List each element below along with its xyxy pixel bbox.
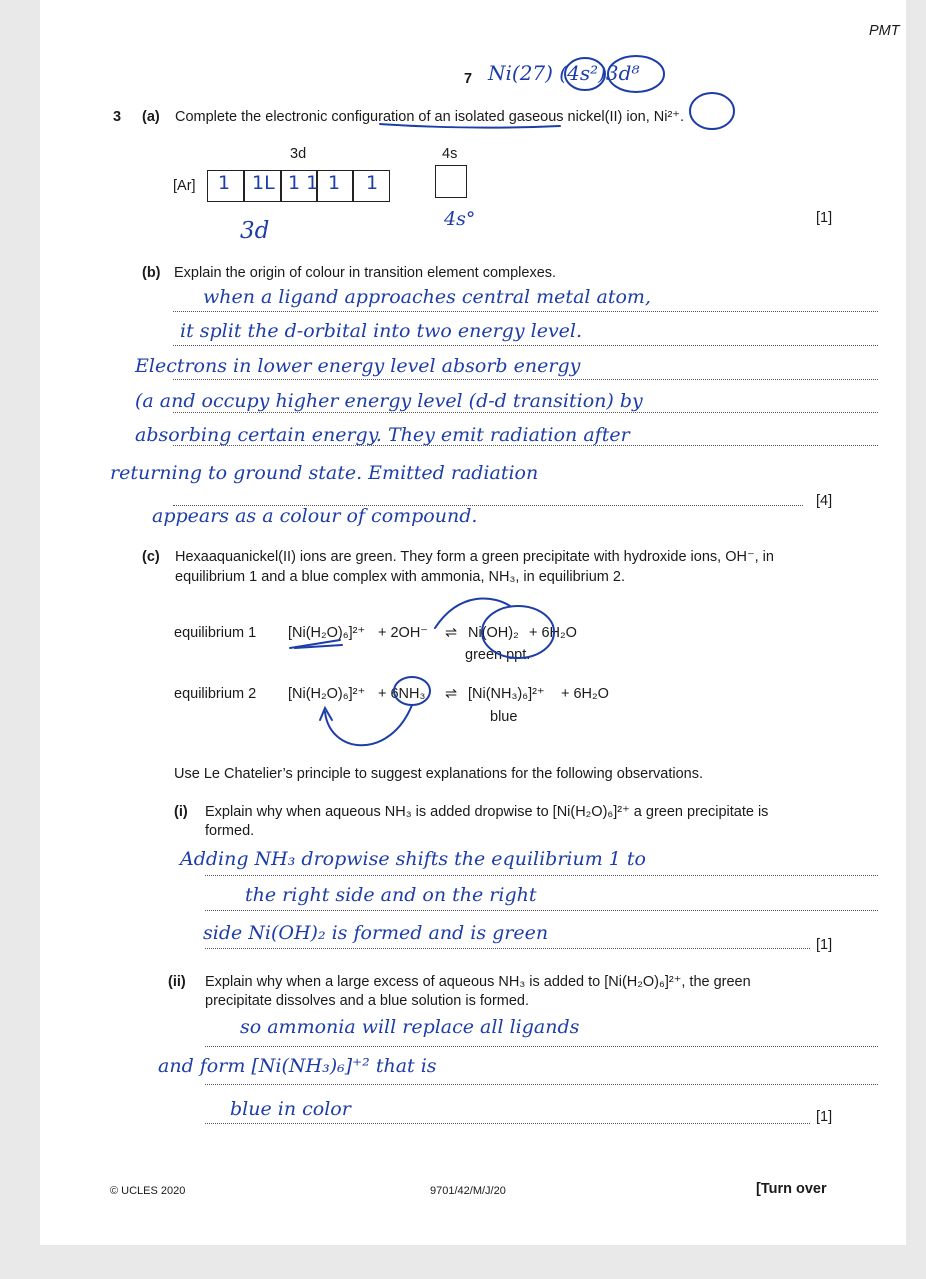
eq2-reactant: [Ni(H₂O)₆]²⁺ [288,686,366,702]
part-c-text-line2: equilibrium 1 and a blue complex with ammonia, NH₃, in equilibrium 2. [175,569,625,585]
part-a-mark: [1] [816,210,833,226]
answer-b-line-5: absorbing certain energy. They emit radiation after [135,424,630,446]
part-cii-label: (ii) [168,974,186,990]
eq2-arrow: ⇌ [445,686,458,702]
answer-b-line-2: it split the d-orbital into two energy level. [180,320,583,342]
le-chatelier-instruction: Use Le Chatelier’s principle to suggest explanations for the following observations. [174,766,704,782]
label-3d: 3d [290,146,307,162]
part-cii-text-line1: Explain why when a large excess of aqueous NH₃ is added to [Ni(H₂O)₆]²⁺, the green [205,974,751,990]
orbital-3d-5: 1 [366,172,379,194]
part-b-mark: [4] [816,493,833,509]
question-number: 3 [113,109,122,125]
eq2-note: blue [490,709,518,725]
answer-b-line-7: appears as a colour of compound. [152,505,478,527]
part-c-label: (c) [142,549,160,565]
handwritten-4s: 4s° [444,208,476,230]
eq2-water: + 6H₂O [561,686,609,702]
answer-ci-line-1: Adding NH₃ dropwise shifts the equilibrium 1 to [180,848,647,870]
eq1-arrow: ⇌ [445,625,458,641]
part-cii-text-line2: precipitate dissolves and a blue solution is formed. [205,993,530,1009]
turn-over: [Turn over [756,1181,827,1197]
exam-page [40,0,906,1245]
ar-label: [Ar] [173,178,196,194]
page-number: 7 [464,71,473,87]
orbital-3d-1: 1 [218,172,231,194]
part-a-text: Complete the electronic configuration of an isolated gaseous nickel(II) ion, Ni²⁺. [175,109,684,125]
part-ci-label: (i) [174,804,188,820]
part-a-label: (a) [142,109,160,125]
eq2-product: [Ni(NH₃)₆]²⁺ [468,686,545,702]
part-b-label: (b) [142,265,161,281]
part-cii-mark: [1] [816,1109,833,1125]
orbital-3d-2: 1L [252,172,275,194]
answer-cii-line-3: blue in color [230,1098,351,1120]
answer-b-line-3: Electrons in lower energy level absorb energy [135,355,581,377]
answer-b-line-4: (a and occupy higher energy level (d-d transition) by [135,390,643,412]
part-ci-mark: [1] [816,937,833,953]
handwritten-ni-config: Ni(27) (4s²)3d⁸ [488,61,640,85]
label-4s: 4s [442,146,458,162]
orbital-3d-4: 1 [328,172,341,194]
pmt-label: PMT [869,23,900,39]
eq1-note: green ppt. [465,647,531,663]
copyright: © UCLES 2020 [110,1185,186,1197]
orbital-3d-3: 1 1 [288,172,319,194]
part-c-text-line1: Hexaaquanickel(II) ions are green. They form a green precipitate with hydroxide ions, OH⁻, in [175,549,774,565]
answer-ci-line-2: the right side and on the right [245,884,537,906]
part-b-text: Explain the origin of colour in transition element complexes. [174,265,557,281]
part-ci-text-line1: Explain why when aqueous NH₃ is added dropwise to [Ni(H₂O)₆]²⁺ a green precipitate is [205,804,769,820]
paper-code: 9701/42/M/J/20 [430,1185,506,1197]
answer-b-line-6: returning to ground state. Emitted radiation [110,462,539,484]
eq2-ammonia: + 6NH₃ [378,686,426,702]
answer-cii-line-1: so ammonia will replace all ligands [240,1016,580,1038]
eq1-reactant: [Ni(H₂O)₆]²⁺ [288,625,366,641]
eq1-product: Ni(OH)₂ [468,625,519,641]
eq1-water: + 6H₂O [529,625,577,641]
answer-cii-line-2: and form [Ni(NH₃)₆]⁺² that is [158,1055,437,1077]
answer-ci-line-3: side Ni(OH)₂ is formed and is green [203,922,549,944]
eq1-hydroxide: + 2OH⁻ [378,625,428,641]
ink-annotations [40,0,906,800]
answer-b-line-1: when a ligand approaches central metal atom, [203,286,651,308]
part-ci-text-line2: formed. [205,823,255,839]
handwritten-3d: 3d [240,218,270,244]
eq1-label: equilibrium 1 [174,625,257,641]
eq2-label: equilibrium 2 [174,686,257,702]
